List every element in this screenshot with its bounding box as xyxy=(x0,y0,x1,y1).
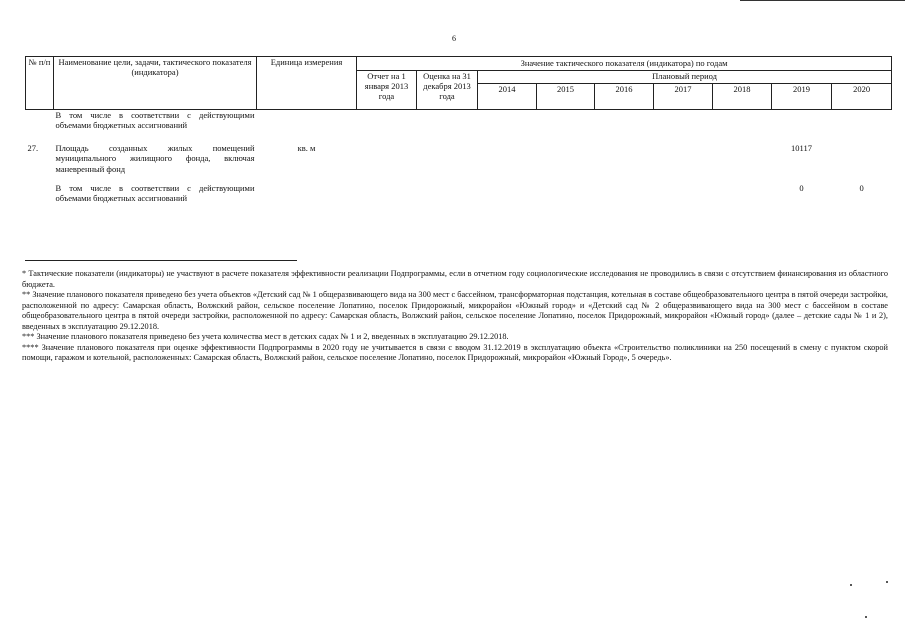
table-row xyxy=(26,143,892,183)
row-value-2020 xyxy=(832,143,892,183)
row-value-2019 xyxy=(772,109,832,143)
header-planned: Плановый период xyxy=(478,71,892,84)
row-unit xyxy=(257,183,357,213)
row-value-2019: 10117 xyxy=(791,143,812,154)
scan-speck xyxy=(865,616,867,618)
header-num: № п/п xyxy=(26,57,54,110)
footnote: * Тактические показатели (индикаторы) не участвуют в расчете показателя эффективности реализации Подпрограммы, если в отчетном году социологические исследования не проводились в связи с отсутствием финансирования из областного бюджета. xyxy=(22,269,888,289)
row-value-2020 xyxy=(832,109,892,143)
row-num xyxy=(26,109,54,143)
scan-speck xyxy=(850,584,852,586)
scan-speck xyxy=(886,581,888,583)
footnotes xyxy=(22,269,888,364)
header-year: 2019 xyxy=(772,83,832,109)
page-number: 6 xyxy=(452,34,456,43)
footnote: *** Значение планового показателя приведено без учета количества мест в детских садах № 1 и 2, введенных в эксплуатацию 29.12.2018. xyxy=(22,332,509,342)
indicator-table xyxy=(25,56,892,213)
header-report: Отчет на 1 января 2013 года xyxy=(357,71,417,110)
header-year: 2014 xyxy=(478,83,537,109)
footnote-separator xyxy=(25,260,297,261)
footnote: **** Значение планового показателя при оценке эффективности Подпрограммы в 2020 году не учитывается в связи с вводом 31.12.2019 в эксплуатацию объекта «Строительство поликлиники на 250 посещений в смену с пунктом скорой помощи, гаражом и котельной, расположенных: Самарская область, Волжский район, сельское поселение Лопатино, поселок Придорожный, микрорайон «Южный Город», 5 очередь». xyxy=(22,342,888,363)
header-year: 2015 xyxy=(537,83,595,109)
row-name: В том числе в соответствии с действующими объемами бюджетных ассигнований xyxy=(55,109,255,130)
header-unit: Единица измерения xyxy=(257,57,357,110)
table-row xyxy=(26,109,892,143)
top-edge-line xyxy=(740,0,905,1)
row-value-2020: 0 xyxy=(859,183,864,194)
row-num xyxy=(26,183,54,213)
row-name: Площадь созданных жилых помещений муниципального жилищного фонда, включая маневренный фонд xyxy=(55,143,255,174)
footnote: ** Значение планового показателя приведено без учета объектов «Детский сад № 1 общеразвивающего вида на 300 мест с бассейном, трансформаторная подстанция, котельная в составе общеобразовательного центра в пятой очереди застройки, расположенной по адресу: Самарская область, Волжский район, сельское поселение Лопатино, поселок Придорожный, микрорайон «Южный город» и «Детский сад № 2 общеразвивающего вида на 300 мест с бассейном в составе общеобразовательного центра в пятой очереди застройки, расположенной по адресу: Самарская область, Волжский район, сельское поселение Лопатино, поселок Придорожный, микрорайон «Южный город» (далее – детские сады № 1 и 2), введенных в эксплуатацию 29.12.2018. xyxy=(22,290,889,331)
row-num: 27. xyxy=(27,143,39,154)
header-year: 2018 xyxy=(713,83,772,109)
header-values-group: Значение тактического показателя (индикатора) по годам xyxy=(357,57,892,71)
header-year: 2016 xyxy=(595,83,654,109)
row-value-2019: 0 xyxy=(799,183,804,194)
header-estimate: Оценка на 31 декабря 2013 года xyxy=(417,71,478,110)
table-row xyxy=(26,183,892,213)
header-year: 2017 xyxy=(654,83,713,109)
row-name: В том числе в соответствии с действующими объемами бюджетных ассигнований xyxy=(55,183,255,204)
header-name: Наименование цели, задачи, тактического показателя (индикатора) xyxy=(54,57,257,110)
row-unit xyxy=(257,109,357,143)
header-year: 2020 xyxy=(832,83,892,109)
row-unit: кв. м xyxy=(297,143,316,154)
